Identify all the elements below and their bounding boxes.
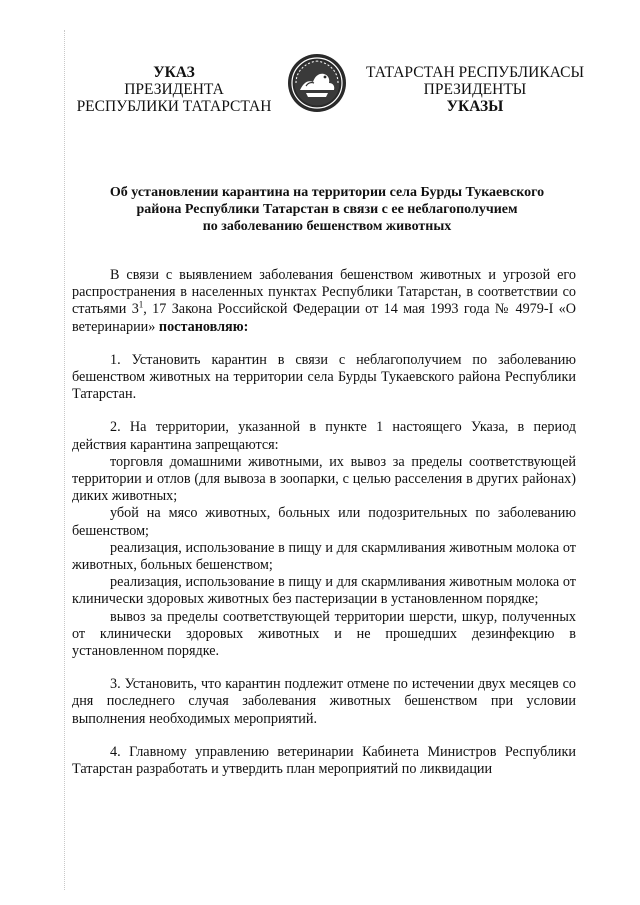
item-3: 3. Установить, что карантин подлежит отмене по истечении двух месяцев со дня последнего случая заболевания животных бешенством при условии выполнения необходимых мероприятий. <box>72 676 576 727</box>
header-left-line-2: ПРЕЗИДЕНТА <box>124 81 224 98</box>
item-2-list-2: убой на мясо животных, больных или подозрительных по заболеванию бешенством; <box>72 505 576 539</box>
scan-margin-dots <box>64 30 66 890</box>
title-line-1: Об установлении карантина на территории села Бурды Тукаевского <box>109 185 545 200</box>
header-right-line-1: ТАТАРСТАН РЕСПУБЛИКАСЫ <box>366 64 584 81</box>
item-4: 4. Главному управлению ветеринарии Кабинета Министров Республики Татарстан разработать и утвердить план мероприятий по ликвидации <box>72 743 576 778</box>
decree-body <box>72 267 576 778</box>
title-line-3: по заболеванию бешенством животных <box>202 219 452 234</box>
item-1: 1. Установить карантин в связи с неблагополучием по заболеванию бешенством животных на территории села Бурды Тукаевского района Республики Татарстан. <box>72 351 576 403</box>
decree-word: постановляю: <box>158 318 249 335</box>
preamble-superscript: 1 <box>138 299 144 310</box>
header-right-block <box>362 64 588 115</box>
header-left-line-1: УКАЗ <box>153 64 195 81</box>
item-2: 2. На территории, указанной в пункте 1 настоящего Указа, в период действия карантина запрещаются: <box>72 419 576 453</box>
item-2-list-3: реализация, использование в пищу и для скармливания животным молока от животных, больных бешенством; <box>72 539 576 574</box>
title-line-2: района Республики Татарстан в связи с ее неблагополучием <box>136 202 518 217</box>
preamble-paragraph <box>72 267 576 336</box>
preamble-text-start: В связи с выявлением заболевания бешенством животных и угрозой его распространения в населенных пунктах Республики Татарстан, в соответствии со статьями 3 <box>72 267 576 318</box>
header-left-block <box>74 64 274 115</box>
header-right-line-3: УКАЗЫ <box>446 98 504 115</box>
header-left-line-3: РЕСПУБЛИКИ ТАТАРСТАН <box>76 98 272 115</box>
decree-title <box>72 184 582 235</box>
item-2-list-5: вывоз за пределы соответствующей территории шерсти, шкур, полученных от клинически здоровых животных и не прошедших дезинфекцию в установленном порядке. <box>72 608 576 660</box>
preamble-text-end: , 17 Закона Российской Федерации от 14 мая 1993 года № 4979-I «О ветеринарии» <box>72 301 576 335</box>
tatarstan-coat-of-arms-icon <box>286 52 348 114</box>
item-2-list-4: реализация, использование в пищу и для скармливания животным молока от клинически здоровых животных без пастеризации в установленном порядке; <box>72 574 576 608</box>
item-2-list-1: торговля домашними животными, их вывоз за пределы соответствующей территории и отлов (для вывоза в зоопарки, с целью расселения в других районах) диких животных; <box>72 453 576 505</box>
header-right-line-2: ПРЕЗИДЕНТЫ <box>423 81 527 98</box>
